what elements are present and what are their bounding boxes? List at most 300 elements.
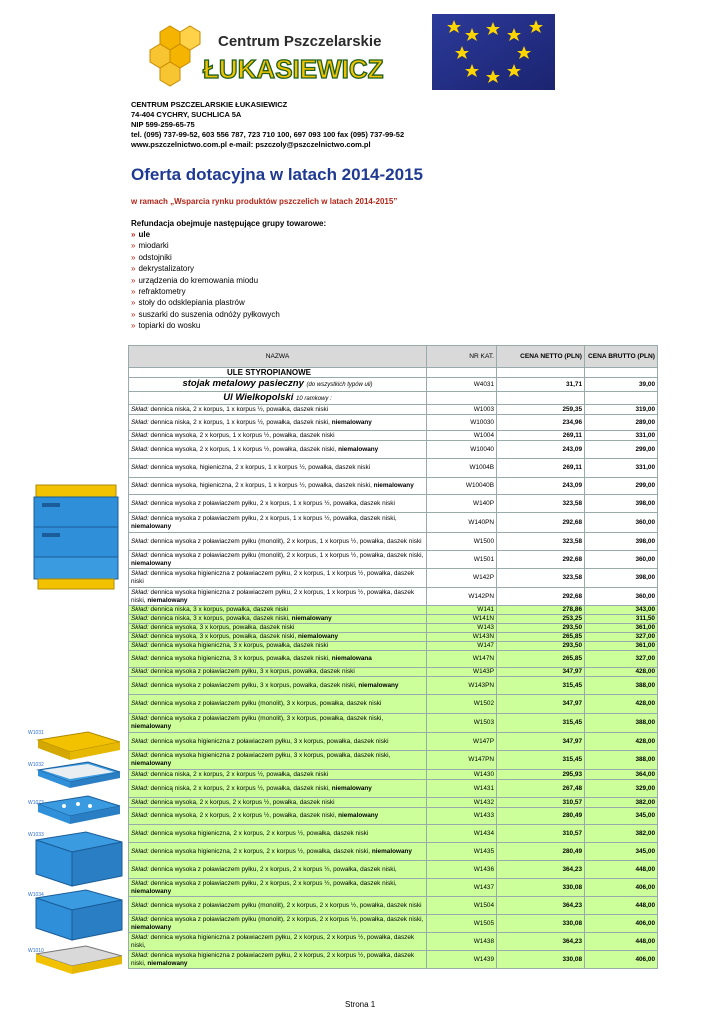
hive-image-wielkopolski xyxy=(28,483,124,598)
product-group-label: stoły do odsklepiania plastrów xyxy=(138,298,245,308)
product-group-item xyxy=(131,286,280,297)
row-netto: 243,09 xyxy=(497,441,585,459)
row-kat: W1502 xyxy=(427,695,497,714)
row-netto: 323,58 xyxy=(497,495,585,513)
table-row xyxy=(129,798,658,808)
sklad-label: Skład: xyxy=(131,642,149,649)
table-row xyxy=(129,624,658,633)
row-description xyxy=(129,733,427,751)
row-unpainted-flag: niemalowany xyxy=(131,923,172,931)
row-netto: 330,08 xyxy=(497,879,585,897)
table-row xyxy=(129,714,658,733)
table-row xyxy=(129,405,658,415)
row-unpainted-flag: niemalowany xyxy=(131,760,172,767)
sklad-label: Skład: xyxy=(131,865,149,873)
table-row xyxy=(129,633,658,642)
table-row xyxy=(129,569,658,588)
row-kat: W1438 xyxy=(427,933,497,951)
row-composition: dennica wysoka higieniczna z poławiaczem pyłku, 2 x korpus, 1 x korpus ½, powałka, daszek niski, xyxy=(131,588,415,604)
row-composition: dennica wysoka higieniczna z poławiaczem pyłku, 2 x korpus, 1 x korpus ½, powałka, daszek niski xyxy=(131,570,415,585)
row-netto: 310,57 xyxy=(497,798,585,808)
svg-text:Centrum Pszczelarskie: Centrum Pszczelarskie xyxy=(218,33,382,50)
row-unpainted-flag: niemalowany xyxy=(147,596,188,604)
row-kat: W143 xyxy=(427,624,497,633)
row-composition: dennica niska, 2 x korpus, 2 x korpus ½, powałka, daszek niski xyxy=(150,770,329,778)
contact-block xyxy=(131,100,404,150)
row-description xyxy=(129,606,427,615)
sklad-label: Skład: xyxy=(131,537,149,545)
row-composition: dennica wysoka z poławiaczem pyłku, 3 x korpus, powałka, daszek niski xyxy=(150,668,355,675)
table-row xyxy=(129,879,658,897)
row-composition: dennica wysoka z poławiaczem pyłku (monolit), 2 x korpus, 1 x korpus ½, powałka, daszek niski xyxy=(150,537,422,545)
row-composition: dennica wysoka z poławiaczem pyłku (monolit), 2 x korpus, 2 x korpus ½, powałka, daszek niski, xyxy=(150,915,424,923)
row-netto: 292,68 xyxy=(497,588,585,606)
row-brutto: 360,00 xyxy=(585,588,658,606)
sklad-label: Skład: xyxy=(131,770,149,778)
row-composition: dennica wysoka higieniczna, 3 x korpus, powałka, daszek niski xyxy=(150,642,329,649)
row-brutto: 345,00 xyxy=(585,843,658,861)
row-kat: W10040B xyxy=(427,478,497,495)
sklad-label: Skład: xyxy=(131,700,149,707)
product-group-item xyxy=(131,252,280,263)
company-phones: tel. (095) 737-99-52, 603 556 787, 723 710 100, 697 093 100 fax (095) 737-99-52 xyxy=(131,130,405,139)
row-description xyxy=(129,431,427,441)
sklad-label: Skład: xyxy=(131,933,149,941)
row-netto: 265,85 xyxy=(497,633,585,642)
section-row xyxy=(129,368,658,378)
row-brutto: 343,00 xyxy=(585,606,658,615)
company-address: 74-404 CYCHRY, SUCHLICA 5A xyxy=(131,110,242,119)
row-description xyxy=(129,770,427,780)
row-kat: W140PN xyxy=(427,513,497,533)
row-composition: dennica wysoka z poławiaczem pyłku (monolit), 3 x korpus, powałka, daszek niski, xyxy=(150,715,384,722)
row-composition: dennica wysoka higieniczna z poławiaczem pyłku, 2 x korpus, 2 x korpus ½, powałka, daszek niski, xyxy=(131,951,415,967)
row-brutto: 345,00 xyxy=(585,808,658,825)
row-description xyxy=(129,633,427,642)
row-kat: W147N xyxy=(427,651,497,668)
table-row xyxy=(129,897,658,915)
row-composition: dennica niska, 3 x korpus, powałka, daszek niski xyxy=(150,606,289,613)
row-composition: dennica wysoka higieniczna, 2 x korpus, 2 x korpus ½, powałka, daszek niski xyxy=(150,829,369,837)
row-composition: dennica wysoka z poławiaczem pyłku, 3 x korpus, powałka, daszek niski, xyxy=(150,681,359,689)
row-netto: 315,45 xyxy=(497,714,585,733)
row-unpainted-flag: niemalowany xyxy=(338,445,379,453)
row-kat: W141N xyxy=(427,615,497,624)
row-description xyxy=(129,441,427,459)
table-row xyxy=(129,431,658,441)
row-description xyxy=(129,569,427,588)
table-row xyxy=(129,459,658,478)
row-brutto: 299,00 xyxy=(585,478,658,495)
row-description xyxy=(129,478,427,495)
stojak-netto: 31,71 xyxy=(497,378,585,392)
row-description xyxy=(129,897,427,915)
section-title: ULE STYROPIANOWE xyxy=(129,368,427,378)
table-row xyxy=(129,415,658,431)
row-unpainted-flag: niemalowany xyxy=(131,559,172,567)
row-composition: dennica wysoka higieniczna z poławiaczem pyłku, 3 x korpus, powałka, daszek niski xyxy=(150,737,389,745)
row-brutto: 398,00 xyxy=(585,569,658,588)
table-row xyxy=(129,843,658,861)
row-kat: W1431 xyxy=(427,780,497,798)
row-description xyxy=(129,668,427,677)
row-unpainted-flag: niemalowany xyxy=(147,959,188,967)
page-number: Strona 1 xyxy=(345,1000,376,1009)
row-brutto: 329,00 xyxy=(585,780,658,798)
row-composition: dennica niska, 3 x korpus, powałka, daszek niski, xyxy=(150,615,292,622)
row-brutto: 289,00 xyxy=(585,415,658,431)
row-composition: dennica wysoka z poławiaczem pyłku (monolit), 2 x korpus, 2 x korpus ½, powałka, daszek niski xyxy=(150,901,422,909)
sklad-label: Skład: xyxy=(131,464,149,471)
row-description xyxy=(129,933,427,951)
row-brutto: 448,00 xyxy=(585,897,658,915)
label-w1034: W1034 xyxy=(28,892,44,898)
product-group-item xyxy=(131,240,280,251)
sklad-label: Skład: xyxy=(131,445,149,453)
row-netto: 293,50 xyxy=(497,624,585,633)
product-group-item xyxy=(131,297,280,308)
sklad-label: Skład: xyxy=(131,431,149,439)
row-netto: 323,58 xyxy=(497,569,585,588)
sklad-label: Skład: xyxy=(131,901,149,909)
sklad-label: Skład: xyxy=(131,798,149,806)
table-row xyxy=(129,513,658,533)
row-composition: dennica wysoka higieniczna, 3 x korpus, powałka, daszek niski, xyxy=(150,655,332,662)
row-composition: dennica wysoka, 3 x korpus, powałka, daszek niski xyxy=(150,624,295,631)
row-netto: 293,50 xyxy=(497,642,585,651)
bullet-icon: » xyxy=(131,230,136,239)
row-composition: dennica wysoka z poławiaczem pyłku, 2 x korpus, 2 x korpus ½, powałka, daszek niski, xyxy=(150,879,397,887)
row-composition: dennica wysoka z poławiaczem pyłku, 2 x korpus, 1 x korpus ½, powałka, daszek niski xyxy=(150,499,395,507)
row-composition: dennica wysoka, 2 x korpus, 2 x korpus ½, powałka, daszek niski, xyxy=(150,812,339,819)
header-name: NAZWA xyxy=(129,346,427,368)
row-composition: dennica wysoka higieniczna z poławiaczem pyłku, 2 x korpus, 2 x korpus ½, powałka, daszek niski, xyxy=(131,933,415,949)
row-brutto: 388,00 xyxy=(585,677,658,695)
bullet-icon: » xyxy=(131,298,136,308)
table-row xyxy=(129,478,658,495)
table-row xyxy=(129,615,658,624)
sklad-label: Skład: xyxy=(131,405,149,413)
row-netto: 278,86 xyxy=(497,606,585,615)
row-netto: 315,45 xyxy=(497,751,585,770)
sklad-label: Skład: xyxy=(131,418,149,426)
bullet-icon: » xyxy=(131,252,136,262)
row-composition: dennica wysoka, 2 x korpus, 1 x korpus ½, powałka, daszek niski xyxy=(150,431,335,439)
product-group-label: miodarki xyxy=(138,241,169,251)
row-brutto: 331,00 xyxy=(585,431,658,441)
price-table xyxy=(128,345,658,969)
row-composition: dennica niska, 2 x korpus, 1 x korpus ½, powałka, daszek niski, xyxy=(150,418,332,426)
row-kat: W1434 xyxy=(427,825,497,843)
product-group-item xyxy=(131,263,280,274)
row-brutto: 311,50 xyxy=(585,615,658,624)
stojak-row xyxy=(129,378,658,392)
bullet-icon: » xyxy=(131,321,136,331)
row-description xyxy=(129,879,427,897)
row-brutto: 327,00 xyxy=(585,633,658,642)
product-group-label: refraktometry xyxy=(138,287,186,297)
row-description xyxy=(129,642,427,651)
sklad-label: Skład: xyxy=(131,655,149,662)
row-brutto: 388,00 xyxy=(585,714,658,733)
row-unpainted-flag: niemalowany xyxy=(297,633,339,640)
hive-parts-images xyxy=(28,728,126,978)
row-brutto: 388,00 xyxy=(585,751,658,770)
row-kat: W1436 xyxy=(427,861,497,879)
row-netto: 253,25 xyxy=(497,615,585,624)
stojak-brutto: 39,00 xyxy=(585,378,658,392)
row-netto: 347,97 xyxy=(497,733,585,751)
row-netto: 310,57 xyxy=(497,825,585,843)
row-kat: W142P xyxy=(427,569,497,588)
row-description xyxy=(129,495,427,513)
bullet-icon: » xyxy=(131,309,136,319)
header-kat: NR KAT. xyxy=(427,346,497,368)
table-row xyxy=(129,825,658,843)
row-netto: 243,09 xyxy=(497,478,585,495)
sklad-label: Skład: xyxy=(131,588,149,596)
row-kat: W1503 xyxy=(427,714,497,733)
row-kat: W143PN xyxy=(427,677,497,695)
row-netto: 292,68 xyxy=(497,551,585,569)
row-brutto: 361,00 xyxy=(585,624,658,633)
row-composition: dennicą niska, 2 x korpus, 2 x korpus ½, powałka, daszek niski, xyxy=(150,784,332,792)
row-description xyxy=(129,843,427,861)
sklad-label: Skład: xyxy=(131,847,149,855)
company-name: CENTRUM PSZCZELARSKIE ŁUKASIEWICZ xyxy=(131,100,288,109)
row-netto: 323,58 xyxy=(497,533,585,551)
product-group-label: topiarki do wosku xyxy=(138,321,201,331)
sklad-label: Skład: xyxy=(131,715,149,722)
row-description xyxy=(129,861,427,879)
sklad-label: Skład: xyxy=(131,668,149,675)
row-composition: dennica wysoka, 2 x korpus, 1 x korpus ½, powałka, daszek niski, xyxy=(150,445,339,453)
header-netto: CENA NETTO (PLN) xyxy=(497,346,585,368)
label-w1031: W1031 xyxy=(28,730,44,736)
sklad-label: Skład: xyxy=(131,812,149,819)
row-unpainted-flag: niemalowany xyxy=(131,522,172,530)
row-composition: dennica wysoka z poławiaczem pyłku, 2 x korpus, 2 x korpus ½, powałka, daszek niski, xyxy=(150,865,397,873)
table-row xyxy=(129,951,658,969)
table-row xyxy=(129,733,658,751)
refund-heading: Refundacja obejmuje następujące grupy towarowe: xyxy=(131,219,327,228)
row-netto: 267,48 xyxy=(497,780,585,798)
table-row xyxy=(129,780,658,798)
page-title: Oferta dotacyjna w latach 2014-2015 xyxy=(131,165,423,184)
sklad-label: Skład: xyxy=(131,482,149,489)
product-group-label: odstojniki xyxy=(138,252,172,262)
company-logo xyxy=(148,18,398,88)
sklad-label: Skład: xyxy=(131,615,149,622)
header-brutto: CENA BRUTTO (PLN) xyxy=(585,346,658,368)
row-kat: W1501 xyxy=(427,551,497,569)
row-netto: 364,23 xyxy=(497,897,585,915)
row-description xyxy=(129,751,427,770)
row-brutto: 382,00 xyxy=(585,825,658,843)
table-row xyxy=(129,642,658,651)
sklad-label: Skład: xyxy=(131,624,149,631)
row-unpainted-flag: niemalowany xyxy=(331,784,372,792)
eu-flag-icon xyxy=(432,14,555,90)
sklad-label: Skład: xyxy=(131,752,149,759)
row-composition: dennica wysoka, 3 x korpus, powałka, daszek niski, xyxy=(150,633,298,640)
row-kat: W141 xyxy=(427,606,497,615)
row-netto: 269,11 xyxy=(497,431,585,441)
table-row xyxy=(129,551,658,569)
row-composition: dennica wysoka z poławiaczem pyłku (monolit), 3 x korpus, powałka, daszek niski xyxy=(150,700,382,707)
row-kat: W1505 xyxy=(427,915,497,933)
row-brutto: 361,00 xyxy=(585,642,658,651)
row-netto: 330,08 xyxy=(497,951,585,969)
sklad-label: Skład: xyxy=(131,829,149,837)
stojak-name: stojak metalowy pasieczny (do wszystkich typów uli) xyxy=(129,378,427,392)
table-row xyxy=(129,495,658,513)
table-row xyxy=(129,588,658,606)
product-group-label: ule xyxy=(138,230,151,239)
row-brutto: 319,00 xyxy=(585,405,658,415)
wielkopolski-row xyxy=(129,392,658,405)
row-unpainted-flag: niemalowany xyxy=(131,887,172,895)
company-nip: NIP 599-259-65-75 xyxy=(131,120,195,129)
sklad-label: Skład: xyxy=(131,499,149,507)
table-row xyxy=(129,677,658,695)
row-kat: W1003 xyxy=(427,405,497,415)
row-description xyxy=(129,588,427,606)
row-description xyxy=(129,714,427,733)
row-unpainted-flag: niemalowany xyxy=(373,482,414,489)
row-brutto: 406,00 xyxy=(585,951,658,969)
page-subtitle: w ramach „Wsparcia rynku produktów pszczelich w latach 2014-2015” xyxy=(131,197,398,206)
row-brutto: 360,00 xyxy=(585,551,658,569)
company-web-email[interactable]: www.pszczelnictwo.com.pl e-mail: pszczoly@pszczelnictwo.com.pl xyxy=(131,140,371,149)
row-description xyxy=(129,651,427,668)
product-group-item xyxy=(131,229,280,240)
sklad-label: Skład: xyxy=(131,551,149,559)
sklad-label: Skład: xyxy=(131,951,149,959)
row-brutto: 382,00 xyxy=(585,798,658,808)
product-group-label: dekrystalizatory xyxy=(138,264,195,274)
row-description xyxy=(129,808,427,825)
row-netto: 234,96 xyxy=(497,415,585,431)
row-kat: W140P xyxy=(427,495,497,513)
sklad-label: Skład: xyxy=(131,570,149,577)
svg-text:ŁUKASIEWICZ: ŁUKASIEWICZ xyxy=(203,54,384,84)
row-brutto: 299,00 xyxy=(585,441,658,459)
row-brutto: 364,00 xyxy=(585,770,658,780)
table-row xyxy=(129,933,658,951)
row-netto: 269,11 xyxy=(497,459,585,478)
product-groups-list xyxy=(131,229,280,332)
row-description xyxy=(129,533,427,551)
row-unpainted-flag: niemalowany xyxy=(371,847,412,855)
bullet-icon: » xyxy=(131,241,136,251)
row-kat: W1500 xyxy=(427,533,497,551)
row-netto: 280,49 xyxy=(497,808,585,825)
row-description xyxy=(129,915,427,933)
row-kat: W10030 xyxy=(427,415,497,431)
row-composition: dennica wysoka z poławiaczem pyłku, 2 x korpus, 1 x korpus ½, powałka, daszek niski, xyxy=(150,514,397,522)
row-brutto: 448,00 xyxy=(585,933,658,951)
row-netto: 347,97 xyxy=(497,695,585,714)
table-row xyxy=(129,751,658,770)
row-description xyxy=(129,513,427,533)
product-group-item xyxy=(131,275,280,286)
sklad-label: Skład: xyxy=(131,514,149,522)
table-row xyxy=(129,770,658,780)
table-header-row xyxy=(129,346,658,368)
row-kat: W10040 xyxy=(427,441,497,459)
row-brutto: 327,00 xyxy=(585,651,658,668)
row-kat: W1433 xyxy=(427,808,497,825)
row-composition: dennica wysoka, higieniczna, 2 x korpus, 1 x korpus ½, powałka, daszek niski xyxy=(150,464,371,471)
row-netto: 259,35 xyxy=(497,405,585,415)
row-description xyxy=(129,825,427,843)
table-row xyxy=(129,861,658,879)
row-brutto: 448,00 xyxy=(585,861,658,879)
sklad-label: Skład: xyxy=(131,633,149,640)
row-unpainted-flag: niemalowana xyxy=(331,655,372,662)
product-group-item xyxy=(131,320,280,331)
row-netto: 280,49 xyxy=(497,843,585,861)
row-unpainted-flag: niemalowany xyxy=(331,418,372,426)
label-w1033: W1033 xyxy=(28,832,44,838)
row-netto: 315,45 xyxy=(497,677,585,695)
row-kat: W143N xyxy=(427,633,497,642)
sklad-label: Skład: xyxy=(131,915,149,923)
bullet-icon: » xyxy=(131,264,136,274)
row-description xyxy=(129,951,427,969)
row-netto: 330,08 xyxy=(497,915,585,933)
row-description xyxy=(129,695,427,714)
row-brutto: 398,00 xyxy=(585,533,658,551)
row-kat: W1437 xyxy=(427,879,497,897)
row-kat: W147PN xyxy=(427,751,497,770)
row-netto: 292,68 xyxy=(497,513,585,533)
row-kat: W1004 xyxy=(427,431,497,441)
bullet-icon: » xyxy=(131,275,136,285)
row-description xyxy=(129,415,427,431)
sklad-label: Skład: xyxy=(131,681,149,689)
table-row xyxy=(129,533,658,551)
wielkopolski-name: Ul Wielkopolski 10 ramkowy : xyxy=(129,392,427,405)
row-brutto: 428,00 xyxy=(585,668,658,677)
row-brutto: 428,00 xyxy=(585,733,658,751)
row-kat: W142PN xyxy=(427,588,497,606)
row-kat: W1432 xyxy=(427,798,497,808)
row-composition: dennica wysoka higieniczna, 2 x korpus, 2 x korpus ½, powałka, daszek niski, xyxy=(150,847,372,855)
row-unpainted-flag: niemalowany xyxy=(338,812,379,819)
table-row xyxy=(129,668,658,677)
row-kat: W1430 xyxy=(427,770,497,780)
sklad-label: Skład: xyxy=(131,784,149,792)
table-row xyxy=(129,915,658,933)
row-description xyxy=(129,459,427,478)
sklad-label: Skład: xyxy=(131,606,149,613)
stojak-kat: W4031 xyxy=(427,378,497,392)
row-composition: dennica niska, 2 x korpus, 1 x korpus ½, powałka, daszek niski xyxy=(150,405,329,413)
row-netto: 295,93 xyxy=(497,770,585,780)
row-composition: dennica wysoka higieniczna z poławiaczem pyłku, 3 x korpus, powałka, daszek niski, xyxy=(150,752,391,759)
row-kat: W1004B xyxy=(427,459,497,478)
row-unpainted-flag: niemalowany xyxy=(131,723,172,730)
label-w1010: W1010 xyxy=(28,948,44,954)
row-brutto: 331,00 xyxy=(585,459,658,478)
row-brutto: 406,00 xyxy=(585,879,658,897)
row-unpainted-flag: niemalowany xyxy=(291,615,332,622)
row-composition: dennica wysoka, higieniczna, 2 x korpus, 1 x korpus ½, powałka, daszek niski, xyxy=(150,482,374,489)
table-row xyxy=(129,695,658,714)
row-kat: W147 xyxy=(427,642,497,651)
